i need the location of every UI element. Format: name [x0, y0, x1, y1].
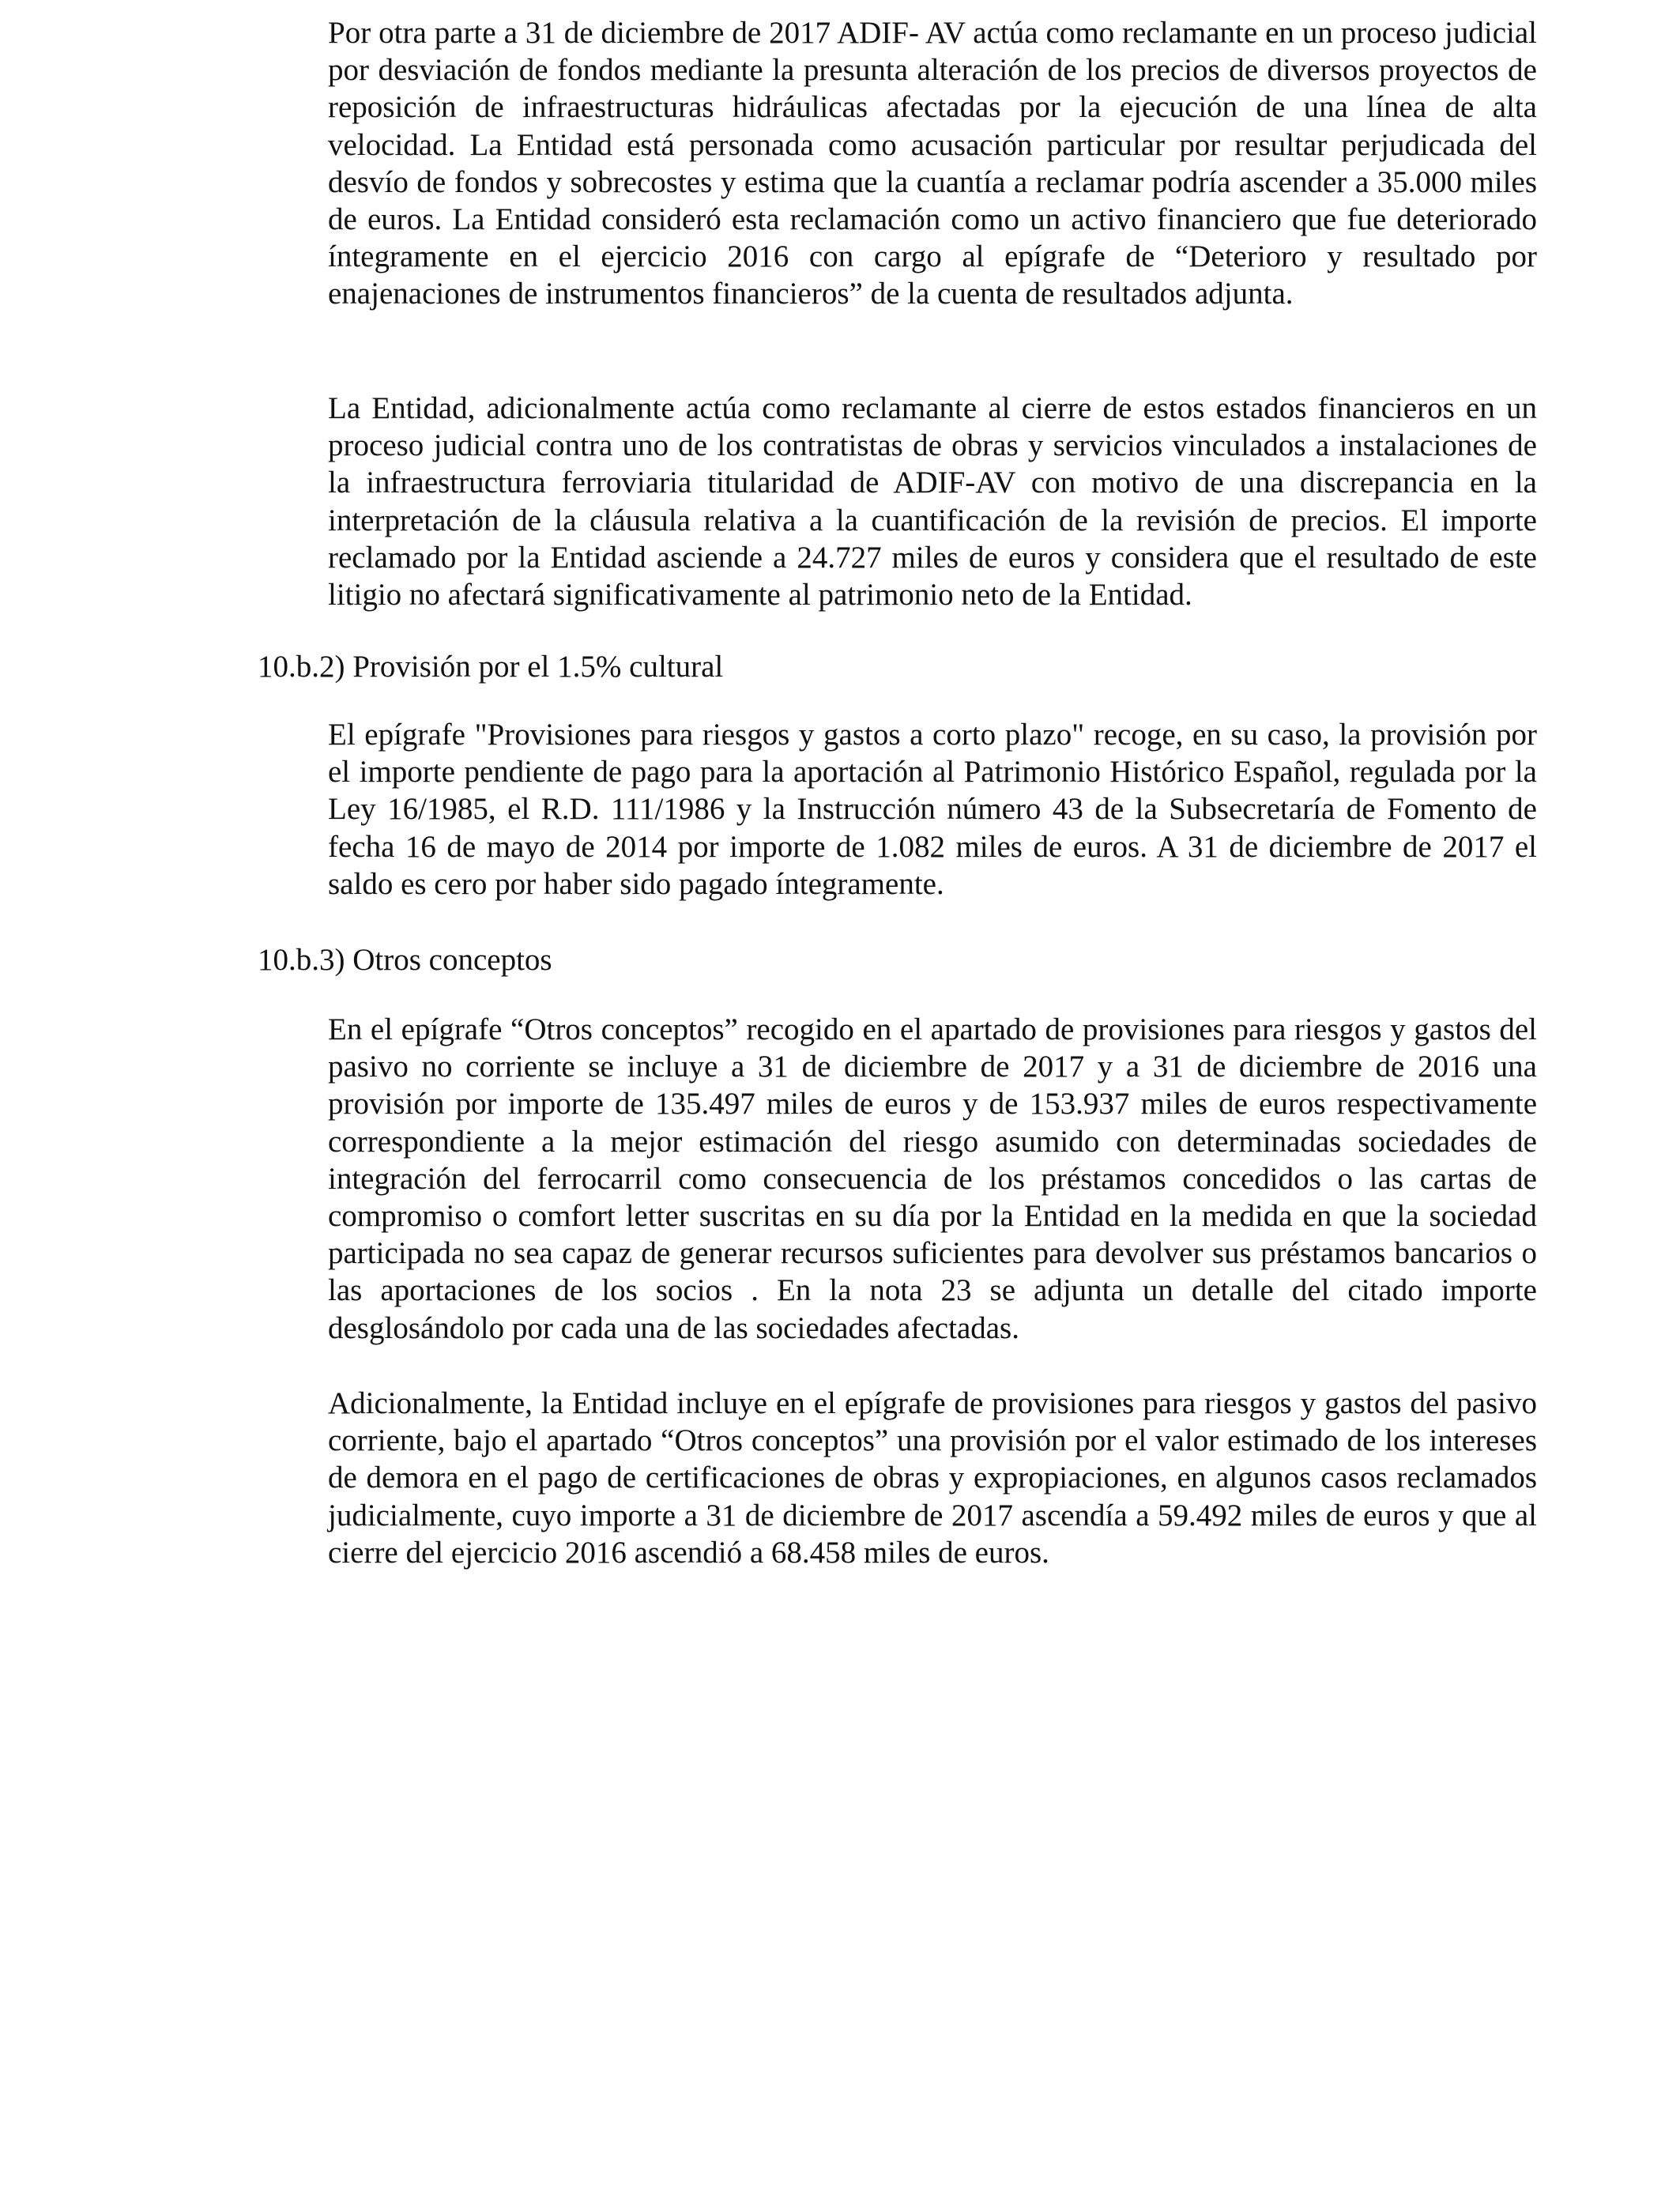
paragraph-cultural-provision: El epígrafe "Provisiones para riesgos y gastos a corto plazo" recoge, en su caso, la provisión por el importe pendiente de pago para la aportación al Patrimonio Histórico Español, regulada por la Ley 16/1985, el R.D. 111/1986 y la Instrucción número 43 de la Subsecretaría de Fomento de fecha 16 de mayo de 2014 por importe de 1.082 miles de euros. A 31 de diciembre de 2017 el saldo es cero por haber sido pagado íntegramente. — [328, 718, 1537, 901]
paragraph-other-concepts-non-current: En el epígrafe “Otros conceptos” recogido en el apartado de provisiones para riesgos y gastos del pasivo no corriente se incluye a 31 de diciembre de 2017 y a 31 de diciembre de 2016 una provisión por importe de 135.497 miles de euros y de 153.937 miles de euros respectivamente correspondiente a la mejor estimación del riesgo asumido con determinadas sociedades de integración del ferrocarril como consecuencia de los préstamos concedidos o las cartas de compromiso o comfort letter suscritas en su día por la Entidad en la medida en que la sociedad participada no sea capaz de generar recursos suficientes para devolver sus préstamos bancarios o las aportaciones de los socios . En la nota 23 se adjunta un detalle del citado importe desglosándolo por cada una de las sociedades afectadas. — [328, 1012, 1537, 1345]
paragraph-claim-contractor: La Entidad, adicionalmente actúa como reclamante al cierre de estos estados financieros en un proceso judicial contra uno de los contratistas de obras y servicios vinculados a instalaciones de la infraestructura ferroviaria titularidad de ADIF-AV con motivo de una discrepancia en la interpretación de la cláusula relativa a la cuantificación de la revisión de precios. El importe reclamado por la Entidad asciende a 24.727 miles de euros y considera que el resultado de este litigio no afectará significativamente al patrimonio neto de la Entidad. — [328, 391, 1537, 613]
paragraph-claim-fund-diversion: Por otra parte a 31 de diciembre de 2017 ADIF- AV actúa como reclamante en un proceso judicial por desviación de fondos mediante la presunta alteración de los precios de diversos proyectos de reposición de infraestructuras hidráulicas afectadas por la ejecución de una línea de alta velocidad. La Entidad está personada como acusación particular por resultar perjudicada del desvío de fondos y sobrecostes y estima que la cuantía a reclamar podría ascender a 35.000 miles de euros. La Entidad consideró esta reclamación como un activo financiero que fue deteriorado íntegramente en el ejercicio 2016 con cargo al epígrafe de “Deterioro y resultado por enajenaciones de instrumentos financieros” de la cuenta de resultados adjunta. — [328, 16, 1537, 311]
section-heading-cultural-provision: 10.b.2) Provisión por el 1.5% cultural — [258, 650, 724, 684]
section-heading-other-concepts: 10.b.3) Otros conceptos — [258, 943, 552, 977]
paragraph-other-concepts-current: Adicionalmente, la Entidad incluye en el epígrafe de provisiones para riesgos y gastos del pasivo corriente, bajo el apartado “Otros conceptos” una provisión por el valor estimado de los intereses de demora en el pago de certificaciones de obras y expropiaciones, en algunos casos reclamados judicialmente, cuyo importe a 31 de diciembre de 2017 ascendía a 59.492 miles de euros y que al cierre del ejercicio 2016 ascendió a 68.458 miles de euros. — [328, 1386, 1537, 1570]
